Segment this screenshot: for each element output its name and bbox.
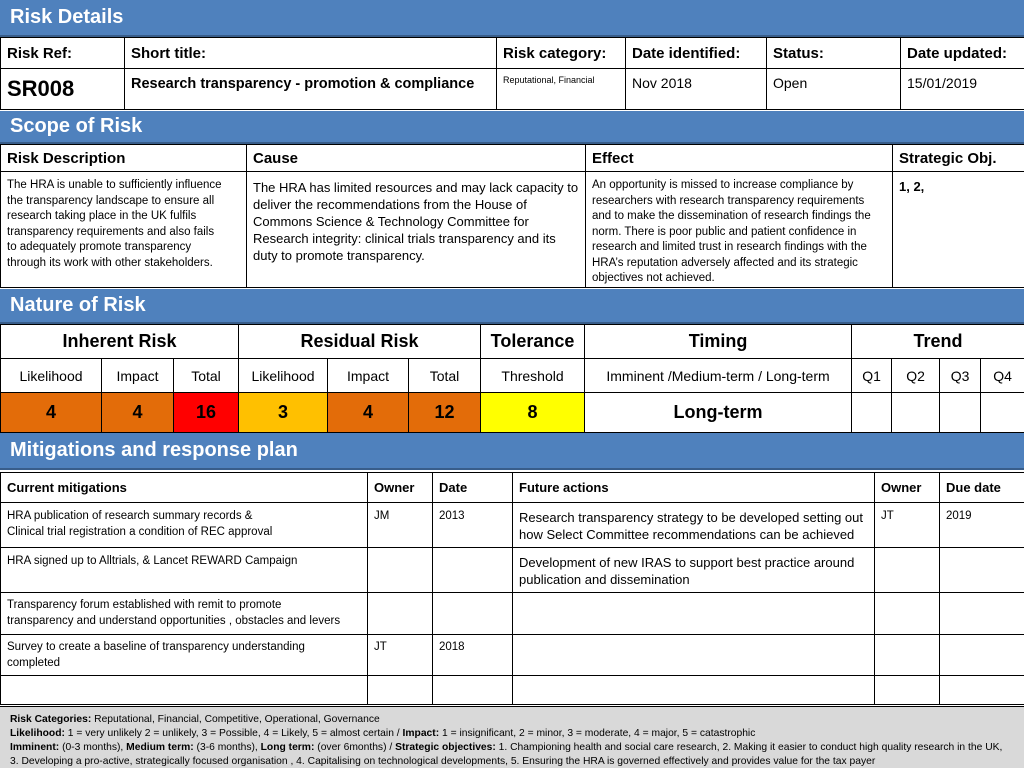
future-owner-cell bbox=[875, 593, 940, 635]
residual-impact-label: Impact bbox=[328, 359, 409, 393]
current-mitigation-cell bbox=[1, 548, 368, 593]
date-header: Date bbox=[433, 473, 513, 503]
future-action-cell bbox=[513, 635, 875, 676]
risk-details-title: Risk Details bbox=[10, 6, 124, 28]
mitigations-title: Mitigations and response plan bbox=[10, 439, 298, 461]
strategic-obj-value: 1, 2, bbox=[893, 172, 1024, 288]
current-mitigations-header: Current mitigations bbox=[1, 473, 368, 503]
effect-line: and to make the dissemination of research findings the bbox=[592, 210, 871, 222]
categories-text: Reputational, Financial, Competitive, Operational, Governance bbox=[91, 714, 380, 725]
current-mitigation-cell bbox=[1, 503, 368, 548]
status-value: Open bbox=[767, 69, 901, 110]
date-identified-header: Date identified: bbox=[626, 38, 767, 69]
timing-header: Timing bbox=[585, 325, 852, 359]
description-line: research taking place in the UK fulfils bbox=[7, 210, 197, 222]
inherent-total-label: Total bbox=[174, 359, 239, 393]
future-actions-header: Future actions bbox=[513, 473, 875, 503]
effect-line: norm. There is poor public and patient confidence in bbox=[592, 225, 857, 238]
future-action-cell bbox=[513, 503, 875, 548]
future-owner-cell bbox=[875, 548, 940, 593]
due-date-cell bbox=[940, 635, 1024, 676]
cause-line: The HRA has limited resources and may lack capacity to bbox=[253, 180, 579, 195]
timing-value: Long-term bbox=[585, 393, 852, 433]
date-identified-value: Nov 2018 bbox=[626, 69, 767, 110]
timing-options-label: Imminent /Medium-term / Long-term bbox=[585, 359, 852, 393]
future-owner-cell bbox=[875, 635, 940, 676]
risk-details-banner bbox=[0, 0, 1024, 37]
trend-q3-cell bbox=[940, 393, 981, 433]
q2-label: Q2 bbox=[892, 359, 940, 393]
due-date-header: Due date bbox=[940, 473, 1024, 503]
risk-ref-value: SR008 bbox=[1, 69, 125, 110]
table-row bbox=[1, 593, 1024, 635]
strategic-objectives-text: 1. Championing health and social care research, 2. Making it easier to conduct high quality research in the UK, bbox=[495, 742, 1003, 753]
scope-of-risk-title: Scope of Risk bbox=[10, 115, 143, 137]
risk-category-header: Risk category: bbox=[497, 38, 626, 69]
likelihood-label: Likelihood: bbox=[10, 728, 65, 739]
future-line: Development of new IRAS to support best practice around bbox=[519, 555, 855, 570]
scope-of-risk-banner bbox=[0, 111, 1024, 144]
residual-likelihood-label: Likelihood bbox=[239, 359, 328, 393]
cause-cell bbox=[247, 172, 586, 288]
residual-total-label: Total bbox=[409, 359, 481, 393]
effect-line: research and limited trust in research findings with the bbox=[592, 241, 867, 253]
description-line: through its work with other stakeholders. bbox=[7, 256, 213, 269]
nature-table bbox=[0, 324, 1024, 433]
trend-q4-cell bbox=[981, 393, 1024, 433]
impact-label: Impact: bbox=[402, 728, 440, 739]
date-cell bbox=[433, 676, 513, 705]
risk-description-cell bbox=[1, 172, 247, 288]
nature-of-risk-banner bbox=[0, 289, 1024, 324]
table-row bbox=[1, 548, 1024, 593]
due-date-cell bbox=[940, 593, 1024, 635]
due-date-cell bbox=[940, 676, 1024, 705]
risk-description-header: Risk Description bbox=[1, 145, 247, 172]
description-line: transparency requirements and also fails bbox=[7, 225, 215, 238]
effect-header: Effect bbox=[586, 145, 893, 172]
status-header: Status: bbox=[767, 38, 901, 69]
risk-ref-header: Risk Ref: bbox=[1, 38, 125, 69]
q1-label: Q1 bbox=[852, 359, 892, 393]
cause-line: Research integrity: clinical trials transparency and its bbox=[253, 231, 556, 246]
mitigation-line: transparency and understand opportunities , obstacles and levers bbox=[7, 614, 341, 627]
cause-header: Cause bbox=[247, 145, 586, 172]
table-row bbox=[1, 676, 1024, 705]
tolerance-header: Tolerance bbox=[481, 325, 585, 359]
cause-line: deliver the recommendations from the House of bbox=[253, 197, 527, 212]
nature-of-risk-title: Nature of Risk bbox=[10, 294, 146, 316]
date-updated-value: 15/01/2019 bbox=[901, 69, 1024, 110]
inherent-total-value: 16 bbox=[174, 393, 239, 433]
description-line: The HRA is unable to sufficiently influence bbox=[7, 179, 222, 191]
effect-line: An opportunity is missed to increase compliance by bbox=[592, 179, 854, 191]
date-cell bbox=[433, 548, 513, 593]
mitigation-line: HRA publication of research summary records & bbox=[7, 510, 253, 522]
cause-line: duty to promote transparency. bbox=[253, 248, 425, 263]
mitigations-banner bbox=[0, 433, 1024, 470]
trend-q2-cell bbox=[892, 393, 940, 433]
date-cell: 2013 bbox=[433, 503, 513, 548]
threshold-value: 8 bbox=[481, 393, 585, 433]
current-mitigation-cell bbox=[1, 635, 368, 676]
scope-table bbox=[0, 144, 1024, 288]
long-term-label: Long term: bbox=[260, 742, 315, 753]
mitigation-line: Clinical trial registration a condition of REC approval bbox=[7, 525, 273, 538]
long-term-text: (over 6months) / bbox=[314, 742, 396, 753]
likelihood-text: 1 = very unlikely 2 = unlikely, 3 = Possible, 4 = Likely, 5 = almost certain / bbox=[64, 728, 403, 739]
inherent-risk-header: Inherent Risk bbox=[1, 325, 239, 359]
effect-line: objectives not achieved. bbox=[592, 272, 715, 284]
legend-categories bbox=[10, 713, 1014, 727]
short-title-header: Short title: bbox=[125, 38, 497, 69]
strategic-objectives-label: Strategic objectives: bbox=[395, 742, 496, 753]
description-line: to adequately promote transparency bbox=[7, 241, 192, 253]
inherent-impact-label: Impact bbox=[102, 359, 174, 393]
categories-label: Risk Categories: bbox=[10, 714, 92, 725]
date-cell bbox=[433, 593, 513, 635]
effect-line: researchers with research transparency requirements bbox=[592, 194, 865, 207]
residual-total-value: 12 bbox=[409, 393, 481, 433]
due-date-cell: 2019 bbox=[940, 503, 1024, 548]
description-line: the transparency landscape to ensure all bbox=[7, 194, 215, 207]
medium-term-text: (3-6 months), bbox=[193, 742, 261, 753]
legend-timing bbox=[10, 741, 1014, 755]
table-row bbox=[1, 503, 1024, 548]
owner-cell bbox=[368, 548, 433, 593]
future-line: publication and dissemination bbox=[519, 572, 690, 587]
cause-line: Commons Science & Technology Committee for bbox=[253, 214, 529, 229]
date-cell: 2018 bbox=[433, 635, 513, 676]
residual-likelihood-value: 3 bbox=[239, 393, 328, 433]
future-owner-cell bbox=[875, 676, 940, 705]
owner-cell bbox=[368, 676, 433, 705]
effect-cell bbox=[586, 172, 893, 288]
medium-term-label: Medium term: bbox=[126, 742, 194, 753]
mitigation-line: Survey to create a baseline of transparency understanding bbox=[7, 641, 305, 653]
effect-line: HRA’s reputation adversely affected and its strategic bbox=[592, 256, 858, 269]
impact-text: 1 = insignificant, 2 = minor, 3 = moderate, 4 = major, 5 = catastrophic bbox=[439, 728, 756, 739]
inherent-impact-value: 4 bbox=[102, 393, 174, 433]
legend-footer bbox=[0, 706, 1024, 768]
table-row bbox=[1, 635, 1024, 676]
owner-cell: JM bbox=[368, 503, 433, 548]
current-mitigation-cell bbox=[1, 676, 368, 705]
inherent-likelihood-value: 4 bbox=[1, 393, 102, 433]
imminent-label: Imminent: bbox=[10, 742, 60, 753]
legend-scales bbox=[10, 727, 1014, 741]
mitigation-line: Transparency forum established with remit to promote bbox=[7, 599, 282, 611]
owner-cell bbox=[368, 593, 433, 635]
residual-impact-value: 4 bbox=[328, 393, 409, 433]
owner-cell: JT bbox=[368, 635, 433, 676]
threshold-label: Threshold bbox=[481, 359, 585, 393]
future-line: Research transparency strategy to be developed setting out bbox=[519, 510, 863, 525]
trend-header: Trend bbox=[852, 325, 1024, 359]
due-date-cell bbox=[940, 548, 1024, 593]
future-line: how Select Committee recommendations can be achieved bbox=[519, 527, 855, 542]
future-action-cell bbox=[513, 548, 875, 593]
residual-risk-header: Residual Risk bbox=[239, 325, 481, 359]
mitigation-line: completed bbox=[7, 656, 61, 669]
short-title-value: Research transparency - promotion & compliance bbox=[125, 69, 497, 110]
strategic-obj-header: Strategic Obj. bbox=[893, 145, 1024, 172]
q3-label: Q3 bbox=[940, 359, 981, 393]
legend-objectives-continued: 3. Developing a pro-active, strategically focused organisation , 4. Capitalising on technological developments, 5. Ensuring the HRA is governed effectively and provides value for the tax payer bbox=[10, 756, 876, 767]
future-owner-header: Owner bbox=[875, 473, 940, 503]
owner-header: Owner bbox=[368, 473, 433, 503]
mitigations-table bbox=[0, 472, 1024, 705]
risk-category-value: Reputational, Financial bbox=[497, 69, 626, 110]
date-updated-header: Date updated: bbox=[901, 38, 1024, 69]
imminent-text: (0-3 months), bbox=[59, 742, 127, 753]
future-owner-cell: JT bbox=[875, 503, 940, 548]
q4-label: Q4 bbox=[981, 359, 1024, 393]
mitigation-line: HRA signed up to Alltrials, & Lancet REWARD Campaign bbox=[7, 555, 298, 567]
inherent-likelihood-label: Likelihood bbox=[1, 359, 102, 393]
trend-q1-cell bbox=[852, 393, 892, 433]
current-mitigation-cell bbox=[1, 593, 368, 635]
future-action-cell bbox=[513, 593, 875, 635]
risk-details-table bbox=[0, 37, 1024, 110]
future-action-cell bbox=[513, 676, 875, 705]
